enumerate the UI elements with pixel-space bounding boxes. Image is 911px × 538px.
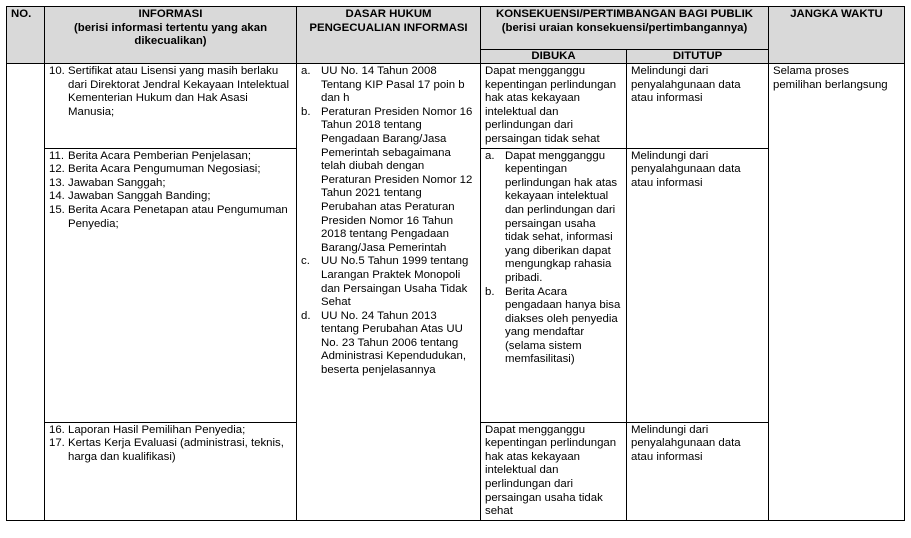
list-item: 11. Berita Acara Pemberian Penjelasan; [49, 149, 251, 162]
dasar-hukum-cell [297, 64, 481, 521]
header-konsekuensi-subtitle: (berisi uraian konsekuensi/pertimbangannya) [501, 21, 748, 34]
informasi-list [49, 65, 292, 119]
list-item: b. Peraturan Presiden Nomor 16 Tahun 2018 tentang Pengadaan Barang/Jasa Pemerintah sebagaimana telah diubah dengan Peraturan Presiden Nomor 12 Tahun 2021 tentang Perubahan atas Peraturan Presiden Nomor 16 Tahun 2018 tentang Pengadaan Barang/Jasa Pemerintah [301, 105, 473, 254]
header-dasar-hukum: DASAR HUKUM PENGECUALIAN INFORMASI [297, 7, 481, 64]
dibuka-list [485, 150, 622, 368]
header-informasi-subtitle: (berisi informasi tertentu yang akan dikecualikan) [73, 21, 268, 48]
header-jangka-waktu: JANGKA WAKTU [769, 7, 905, 64]
informasi-list [49, 424, 292, 465]
header-informasi [45, 7, 297, 64]
header-konsekuensi-title: KONSEKUENSI/PERTIMBANGAN BAGI PUBLIK [496, 8, 753, 20]
ditutup-cell: Melindungi dari penyalahgunaan data atau informasi [627, 148, 769, 422]
list-item: 12. Berita Acara Pengumuman Negosiasi; [49, 163, 261, 176]
informasi-cell [45, 64, 297, 149]
list-item: b. Berita Acara pengadaan hanya bisa diakses oleh penyedia yang mendaftar (selama sistem memfasilitasi) [485, 285, 621, 366]
list-item: a. UU No. 14 Tahun 2008 Tentang KIP Pasal 17 poin b dan h [301, 65, 465, 105]
list-item: 14. Jawaban Sanggah Banding; [49, 190, 211, 203]
table-row [7, 64, 905, 149]
list-item: 10. Sertifikat atau Lisensi yang masih berlaku dari Direktorat Jendral Kekayaan Intelektual Kementerian Hukum dan Hak Asasi Manusia; [49, 65, 289, 118]
header-no: NO. [7, 7, 45, 64]
exception-information-table [6, 6, 905, 521]
dibuka-cell [481, 148, 627, 422]
list-item: 13. Jawaban Sanggah; [49, 176, 166, 189]
informasi-cell [45, 148, 297, 422]
list-item: d. UU No. 24 Tahun 2013 tentang Perubahan Atas UU No. 23 Tahun 2006 tentang Administrasi Kependudukan, beserta penjelasannya [301, 309, 467, 377]
informasi-list [49, 150, 292, 232]
jangka-waktu-cell: Selama proses pemilihan berlangsung [769, 64, 905, 521]
dibuka-cell: Dapat mengganggu kepentingan perlindungan hak atas kekayaan intelektual dan perlindungan dari persaingan usaha tidak sehat [481, 422, 627, 520]
no-cell [7, 64, 45, 521]
list-item: 16. Laporan Hasil Pemilihan Penyedia; [49, 423, 246, 436]
informasi-cell [45, 422, 297, 520]
ditutup-cell: Melindungi dari penyalahgunaan data atau informasi [627, 422, 769, 520]
header-konsekuensi [481, 7, 769, 50]
list-item: a. Dapat mengganggu kepentingan perlindungan hak atas kekayaan intelektual dan perlindungan dari persaingan usaha tidak sehat, informasi yang diberikan dapat mengungkap rahasia pribadi. [485, 149, 618, 284]
header-ditutup: DITUTUP [627, 50, 769, 64]
dasar-hukum-list [301, 65, 476, 378]
list-item: 15. Berita Acara Penetapan atau Pengumuman Penyedia; [49, 203, 288, 230]
dibuka-cell: Dapat mengganggu kepentingan perlindungan hak atas kekayaan intelektual dan perlindungan dari persaingan tidak sehat [481, 64, 627, 149]
list-item: 17. Kertas Kerja Evaluasi (administrasi, teknis, harga dan kualifikasi) [49, 437, 284, 463]
header-dibuka: DIBUKA [481, 50, 627, 64]
list-item: c. UU No.5 Tahun 1999 tentang Larangan Praktek Monopoli dan Persaingan Usaha Tidak Sehat [301, 255, 469, 309]
header-informasi-title: INFORMASI [138, 8, 203, 20]
ditutup-cell: Melindungi dari penyalahgunaan data atau informasi [627, 64, 769, 149]
